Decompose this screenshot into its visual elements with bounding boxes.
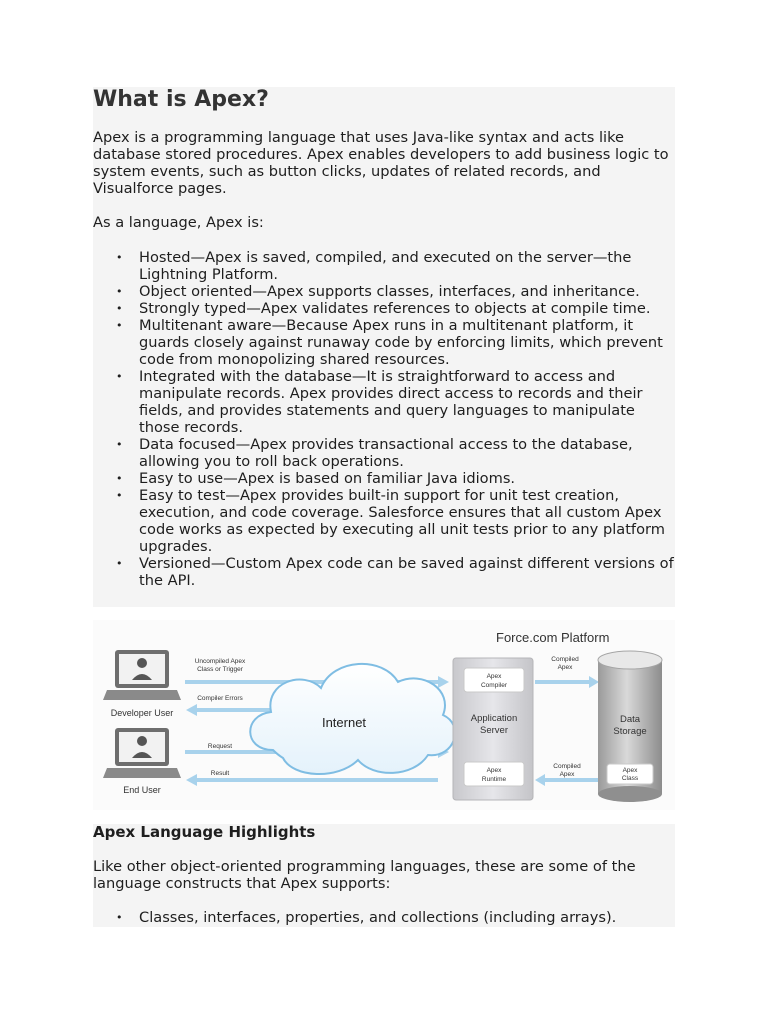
uncompiled-label-1: Uncompiled Apex [194,658,246,665]
uncompiled-label-2: Class or Trigger [197,666,243,673]
apex-architecture-diagram [93,620,675,810]
list-item: • Object oriented—Apex supports classes, interfaces, and inheritance. [116,283,675,300]
developer-user-label: Developer User [110,708,174,718]
compiled-bottom-label-2: Apex [559,771,575,778]
compiled-top-label-2: Apex [557,664,573,671]
list-item: • Versioned—Custom Apex code can be saved against different versions of the API. [116,555,675,589]
platform-label: Force.com Platform [496,630,610,645]
app-server-label-2: Server [480,725,508,736]
result-label: Result [210,770,230,777]
list-item: • Integrated with the database—It is straightforward to access and manipulate records. Apex provides direct access to records and their fields, and provides statements and query languages to manipulate those records. [116,368,675,436]
language-lead: As a language, Apex is: [93,214,264,231]
page-title: What is Apex? [93,87,269,112]
list-item: • Classes, interfaces, properties, and collections (including arrays). [116,909,675,926]
features-list [116,249,675,589]
apex-runtime-label-1: Apex [486,767,502,774]
app-server-label-1: Application [470,713,518,724]
apex-runtime-label-2: Runtime [481,776,507,783]
apex-class-label-2: Class [621,775,639,782]
end-user-laptop-icon [103,728,181,778]
list-item: • Strongly typed—Apex validates references to objects at compile time. [116,300,675,317]
data-storage-label-1: Data [619,714,641,725]
list-item: • Multitenant aware—Because Apex runs in a multitenant platform, it guards closely against runaway code by enforcing limits, which prevent code from monopolizing shared resources. [116,317,675,368]
compiled-top-label-1: Compiled [551,656,579,663]
request-label: Request [207,743,233,750]
intro-paragraph: Apex is a programming language that uses Java-like syntax and acts like database stored procedures. Apex enables developers to add business logic to system events, such as button clicks, updates of related records, and Visualforce pages. [93,129,669,197]
list-item: • Easy to test—Apex provides built-in support for unit test creation, execution, and code coverage. Salesforce ensures that all custom Apex code works as expected by executing all unit tests prior to any platform upgrades. [116,487,675,555]
end-user-label: End User [123,785,161,795]
list-item: • Hosted—Apex is saved, compiled, and executed on the server—the Lightning Platform. [116,249,675,283]
apex-compiler-label-2: Compiler [480,682,508,689]
list-item: • Data focused—Apex provides transactional access to the database, allowing you to roll back operations. [116,436,675,470]
data-storage-label-2: Storage [613,726,647,737]
apex-compiler-label-1: Apex [486,673,502,680]
highlights-heading-block [93,823,675,841]
diagram-svg [93,620,675,810]
compiler-errors-label: Compiler Errors [197,695,243,702]
compiled-bottom-label-1: Compiled [553,763,581,770]
list-item: • Easy to use—Apex is based on familiar Java idioms. [116,470,675,487]
highlights-heading: Apex Language Highlights [93,823,316,841]
highlights-intro: Like other object-oriented programming languages, these are some of the language constructs that Apex supports: [93,858,636,892]
internet-label: Internet [321,715,367,730]
title-block [93,87,675,115]
apex-class-label-1: Apex [622,767,638,774]
constructs-list [116,909,675,926]
developer-laptop-icon [103,650,181,700]
